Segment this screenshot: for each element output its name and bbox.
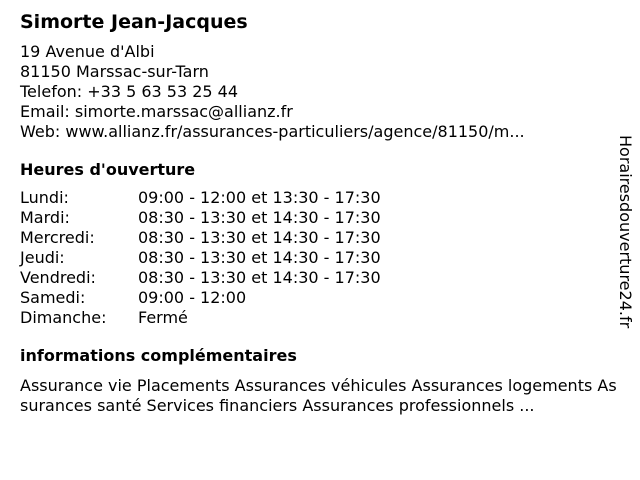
hours-day: Jeudi:: [20, 248, 65, 267]
hours-row-tuesday: [20, 208, 620, 228]
hours-row-saturday: [20, 288, 620, 308]
hours-row-sunday: [20, 308, 620, 328]
hours-time: 08:30 - 13:30 et 14:30 - 17:30: [138, 228, 381, 247]
hours-day: Vendredi:: [20, 268, 96, 287]
hours-heading: Heures d'ouverture: [20, 160, 196, 179]
hours-day: Lundi:: [20, 188, 69, 207]
hours-time: Fermé: [138, 308, 188, 327]
hours-day: Dimanche:: [20, 308, 107, 327]
hours-time: 08:30 - 13:30 et 14:30 - 17:30: [138, 248, 381, 267]
hours-time: 09:00 - 12:00 et 13:30 - 17:30: [138, 188, 381, 207]
website-link: Web: www.allianz.fr/assurances-particuliers/agence/81150/m...: [20, 122, 525, 141]
hours-time: 08:30 - 13:30 et 14:30 - 17:30: [138, 268, 381, 287]
hours-row-wednesday: [20, 228, 620, 248]
hours-time: 09:00 - 12:00: [138, 288, 247, 307]
hours-day: Samedi:: [20, 288, 86, 307]
hours-time: 08:30 - 13:30 et 14:30 - 17:30: [138, 208, 381, 227]
site-watermark: Horairesdouverture24.fr: [616, 135, 635, 329]
phone-number: Telefon: +33 5 63 53 25 44: [20, 82, 239, 101]
hours-row-thursday: [20, 248, 620, 268]
info-heading: informations complémentaires: [20, 346, 297, 365]
email-address: Email: simorte.marssac@allianz.fr: [20, 102, 293, 121]
business-card: [20, 10, 620, 416]
hours-row-friday: [20, 268, 620, 288]
info-description: Assurance vie Placements Assurances véhicules Assurances logements Assurances santé Services financiers Assurances professionnels ...: [20, 376, 617, 415]
hours-day: Mercredi:: [20, 228, 95, 247]
hours-day: Mardi:: [20, 208, 70, 227]
business-name: Simorte Jean-Jacques: [20, 11, 248, 33]
address-city: 81150 Marssac-sur-Tarn: [20, 62, 209, 81]
hours-row-monday: [20, 188, 620, 208]
address-street: 19 Avenue d'Albi: [20, 42, 155, 61]
